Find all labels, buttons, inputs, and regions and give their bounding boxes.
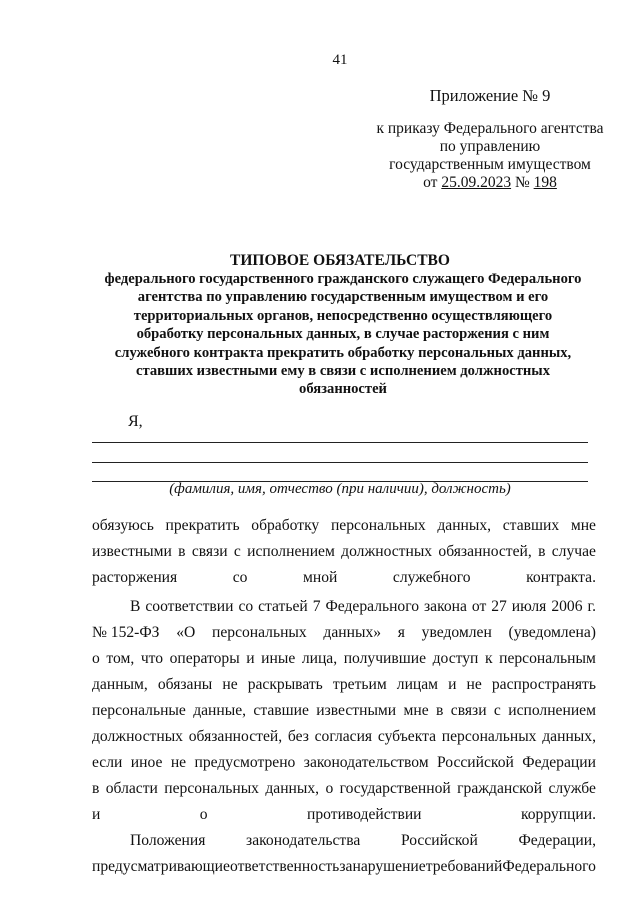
word: том, xyxy=(106,650,135,667)
word: данных, xyxy=(542,728,596,745)
word: «О xyxy=(176,624,196,641)
word: обязанностей, xyxy=(188,728,283,745)
word: обязуюсь xyxy=(92,517,154,534)
word: лица, xyxy=(301,650,338,667)
word: обязанностей, xyxy=(438,543,532,560)
word: иное xyxy=(130,754,163,771)
word: статьей xyxy=(258,598,308,615)
word: раскрывать xyxy=(247,676,323,693)
word: не xyxy=(222,676,238,693)
word: что xyxy=(140,650,164,667)
word: операторы xyxy=(169,650,240,667)
word: о xyxy=(92,650,100,667)
word: доступ xyxy=(432,650,479,667)
word: июля xyxy=(511,598,547,615)
word: и xyxy=(246,650,255,667)
annex-date: 25.09.2023 xyxy=(441,174,512,191)
subtitle-line: федерального государственного гражданского служащего Федерального xyxy=(104,271,582,287)
word: государственной xyxy=(339,780,451,797)
annex-reference xyxy=(360,120,620,192)
word: Российской xyxy=(437,754,514,771)
annex-title: Приложение № 9 xyxy=(429,86,551,105)
word: получившие xyxy=(343,650,427,667)
word: в xyxy=(178,543,186,560)
word: обязаны xyxy=(157,676,213,693)
word: персональных xyxy=(164,780,259,797)
document-title: ТИПОВОЕ ОБЯЗАТЕЛЬСТВО xyxy=(230,252,450,269)
paragraph-line xyxy=(92,594,596,620)
word: данным, xyxy=(92,676,148,693)
fill-line xyxy=(92,462,588,463)
word: нарушение xyxy=(352,858,426,875)
word: от xyxy=(471,598,487,615)
word: 7 xyxy=(312,598,321,615)
paragraph-line xyxy=(92,513,596,539)
paragraph-line xyxy=(92,776,596,802)
paragraph-line xyxy=(92,646,596,672)
word: персональных xyxy=(330,517,426,534)
word: ставшие xyxy=(253,702,309,719)
word: мне xyxy=(570,517,596,534)
word: № 152-ФЗ xyxy=(92,624,160,641)
word: уведомлен xyxy=(421,624,492,641)
word: данных» xyxy=(323,624,382,641)
subtitle-line: служебного контракта прекратить обработку персональных данных, xyxy=(114,344,572,361)
subtitle-line: обязанностей xyxy=(299,381,387,398)
paragraph-2 xyxy=(92,594,596,828)
paragraph-line xyxy=(92,854,596,880)
word: без xyxy=(287,728,309,745)
word: предусматривающие xyxy=(92,858,230,875)
subtitle-line: ставших известными ему в связи с исполнением должностных xyxy=(136,363,550,380)
word: если xyxy=(92,754,123,771)
word: третьим xyxy=(332,676,387,693)
word: 27 xyxy=(491,598,507,615)
word: г. xyxy=(587,598,596,615)
word: закона xyxy=(424,598,467,615)
word: Российской xyxy=(400,832,478,849)
document-subtitle xyxy=(78,270,608,399)
word: персональных xyxy=(441,728,537,745)
paragraph-line xyxy=(92,828,596,854)
word: ставших xyxy=(502,517,560,534)
paragraph-line xyxy=(92,724,596,750)
word: к xyxy=(484,650,493,667)
paragraph-line xyxy=(92,750,596,776)
subtitle-line: агентства по управлению государственным имуществом и его xyxy=(137,289,549,306)
paragraph-line: и о противодействии коррупции. xyxy=(92,806,596,823)
word: не xyxy=(466,676,482,693)
word: Федерации xyxy=(522,754,596,771)
page-number: 41 xyxy=(332,52,348,68)
word: области xyxy=(105,780,158,797)
annex-date-prefix: от xyxy=(423,174,442,191)
word: мне xyxy=(403,702,429,719)
annex-number: 198 xyxy=(533,174,557,191)
annex-number-prefix: № xyxy=(511,174,534,191)
word: данных, xyxy=(437,517,492,534)
word: законодательством xyxy=(303,754,429,771)
word: известными xyxy=(92,543,172,560)
word: Федерации, xyxy=(518,832,596,849)
word: иные xyxy=(261,650,296,667)
word: связи xyxy=(450,702,487,719)
word: в xyxy=(538,543,546,560)
word: о xyxy=(325,780,334,797)
word: ответственность xyxy=(230,858,340,875)
paragraph-line xyxy=(92,698,596,724)
word: законодательства xyxy=(246,832,361,849)
word: субъекта xyxy=(377,728,437,745)
annex-line-2: по управлению xyxy=(439,138,541,155)
fill-caption: (фамилия, имя, отчество (при наличии), должность) xyxy=(169,481,511,497)
word: соответствии xyxy=(145,598,234,615)
word: исполнением xyxy=(508,702,596,719)
word: персональные xyxy=(92,702,186,719)
word: службе xyxy=(548,780,596,797)
word: с xyxy=(233,543,241,560)
word: согласия xyxy=(314,728,373,745)
annex-date-line xyxy=(360,174,620,192)
paragraph-line xyxy=(92,539,596,565)
word: распространять xyxy=(491,676,596,693)
word: должностных xyxy=(92,728,183,745)
word: Положения xyxy=(130,832,206,849)
word: я xyxy=(397,624,405,641)
word: Федерального xyxy=(502,858,596,875)
paragraph-1 xyxy=(92,513,596,591)
word: прекратить xyxy=(165,517,240,534)
paragraph-line xyxy=(92,672,596,698)
word: не xyxy=(170,754,187,771)
subtitle-line: территориальных органов, непосредственно осуществляющего xyxy=(133,307,553,324)
annex-line-3: государственным имуществом xyxy=(389,156,591,173)
paragraph-3 xyxy=(92,828,596,880)
word: данные, xyxy=(193,702,247,719)
subtitle-line: обработку персональных данных, в случае расторжения с ним xyxy=(136,326,550,343)
word: лицам xyxy=(396,676,439,693)
word: связи xyxy=(191,543,228,560)
word: (уведомлена) xyxy=(508,624,596,641)
paragraph-line xyxy=(92,620,596,646)
word: гражданской xyxy=(457,780,543,797)
word: за xyxy=(339,858,353,875)
word: известными xyxy=(316,702,397,719)
word: исполнением xyxy=(247,543,335,560)
paragraph-line: расторжения со мной служебного контракта. xyxy=(92,569,596,586)
word: предусмотрено xyxy=(194,754,296,771)
word: должностных xyxy=(341,543,433,560)
word: в xyxy=(436,702,444,719)
word: персональных xyxy=(212,624,307,641)
word: обработку xyxy=(251,517,320,534)
fill-line xyxy=(92,442,588,443)
annex-line-1: к приказу Федерального агентства xyxy=(376,120,604,137)
word: данных, xyxy=(265,780,320,797)
word: 2006 xyxy=(551,598,583,615)
word: со xyxy=(238,598,254,615)
word: В xyxy=(130,598,141,615)
word: в xyxy=(92,780,100,797)
word: с xyxy=(493,702,501,719)
word: требований xyxy=(425,858,503,875)
word: Федерального xyxy=(325,598,420,615)
ya-label: Я, xyxy=(128,413,143,430)
word: персональным xyxy=(499,650,596,667)
word: случае xyxy=(551,543,596,560)
word: и xyxy=(448,676,457,693)
